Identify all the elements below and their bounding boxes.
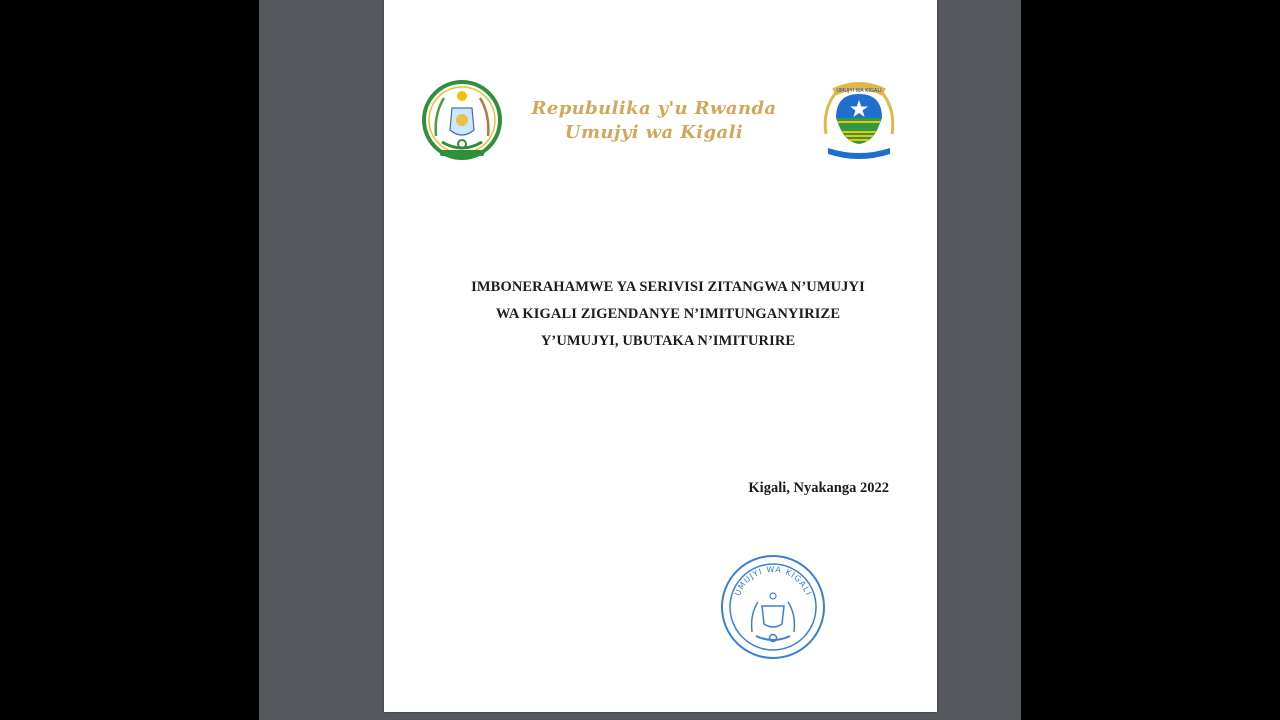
title-line-3: Y’UMUJYI, UBUTAKA N’IMITURIRE bbox=[540, 333, 796, 349]
header-line-republic: Repubulika y'u Rwanda bbox=[531, 98, 777, 119]
stamp-text: UMUJYI WA KIGALI bbox=[733, 564, 813, 598]
city-of-kigali-logo-icon bbox=[816, 78, 902, 166]
header-line-city: Umujyi wa Kigali bbox=[564, 122, 744, 143]
title-line-1: IMBONERAHAMWE YA SERIVISI ZITANGWA N’UMUJYI bbox=[471, 279, 865, 295]
place-date: Kigali, Nyakanga 2022 bbox=[748, 480, 889, 496]
document-title bbox=[424, 274, 912, 355]
official-stamp-icon bbox=[718, 552, 828, 662]
logo-top-text: UMUJYI WA KIGALI bbox=[836, 88, 882, 94]
header-republic-text bbox=[524, 97, 784, 145]
document-page bbox=[384, 0, 937, 712]
title-line-2: WA KIGALI ZIGENDANYE N’IMITUNGANYIRIZE bbox=[495, 306, 841, 322]
rwanda-coat-of-arms-icon bbox=[420, 78, 504, 166]
